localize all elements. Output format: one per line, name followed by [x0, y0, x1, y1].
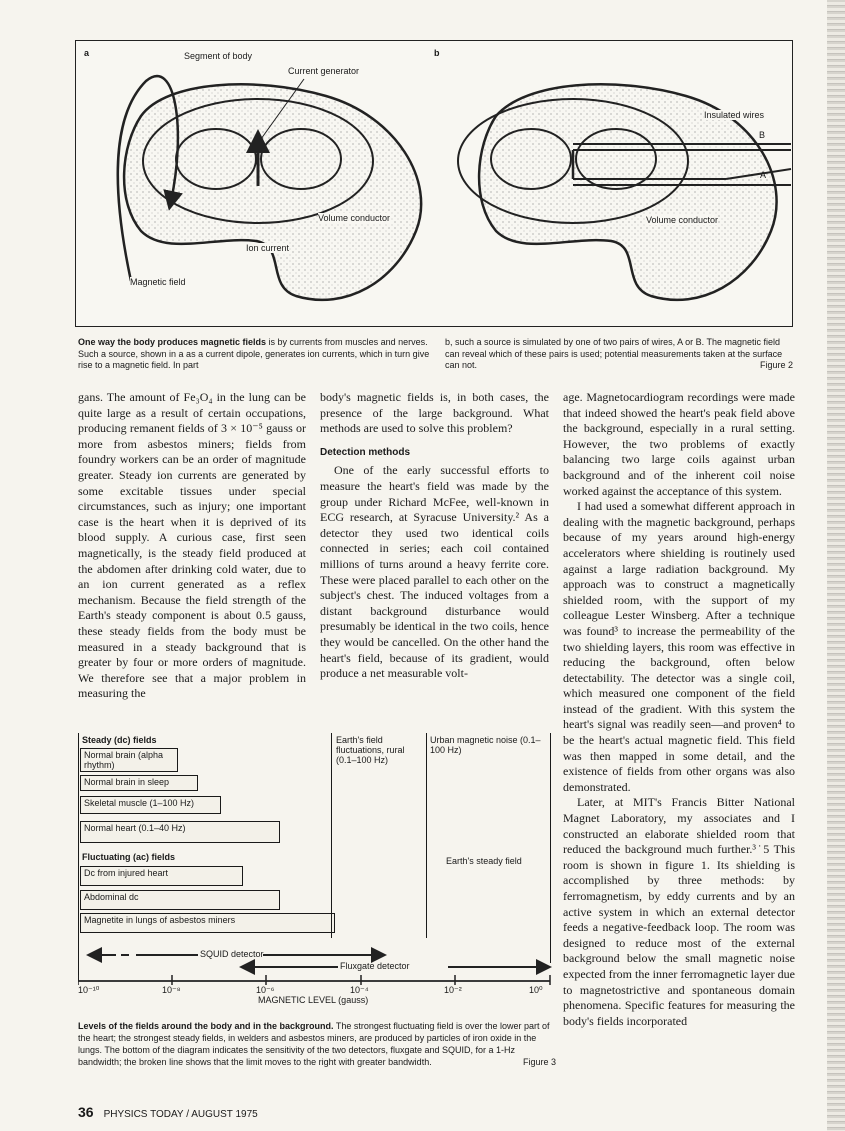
column-3	[563, 390, 795, 1029]
column-2	[320, 390, 549, 682]
earth-fluctuations-label: Earth's field fluctuations, rural (0.1–100 Hz)	[336, 735, 405, 765]
bar-normal-brain-sleep: Normal brain in sleep	[80, 775, 198, 791]
page-footer	[78, 1104, 258, 1120]
volume-conductor-b-label: Volume conductor	[646, 215, 719, 225]
figure-3-caption	[78, 1020, 556, 1068]
wire-a-label: A	[760, 170, 767, 180]
magnetic-field-label: Magnetic field	[130, 277, 186, 287]
x-tick-label: 10⁻⁸	[162, 985, 181, 995]
figure-2-caption-bold: One way the body produces magnetic fields	[78, 337, 267, 347]
column-1-text: gans. The amount of Fe₃O₄ in the lung can be quite large as a result of certain occupations, producing remanent fields of 3 × 10⁻⁵ gauss or more from asbestos miners; fields from foundry workers can be an order of magnitude greater. Steady ion currents are generated by some excitable tissues under special circumstances, such as injury; one important case is the heart when it is deprived of its blood supply. A curious case, first seen magnetically, is the steady field produced at the abdomen after drinking cold water, due to an ion current generated as a reflex mechanism. Because the field strength of the Earth's steady component is about 0.5 gauss, these steady fields from the body must be measured in a steady background that is greater by four or more orders of magnitude. We therefore see that a major problem in measuring the	[78, 390, 306, 701]
column-3-paragraph-2: I had used a somewhat different approach in dealing with the magnetic background, perhaps because of my years around high-energy accelerators where shielding is routinely used against a large radiation background. My approach was to construct a magnetically shielded room, with the support of my colleague Lester Winsberg. After a technique was found³ to increase the permeability of the two shielding layers, this room was effective in reducing the background, often below detectability. The detector was a single coil, which measured one component of the field instead of the gradient. With this system the heart's signal was readily seen—and proven⁴ to be the heart's actual magnetic field. This field was then mapped in some detail, and the existence of fields from other organs was also demonstrated.	[563, 499, 795, 794]
ion-current-label: Ion current	[246, 243, 290, 253]
body-segment-a	[124, 84, 421, 300]
fluctuating-fields-heading: Fluctuating (ac) fields	[82, 852, 176, 862]
volume-conductor-a-label: Volume conductor	[318, 213, 391, 223]
squid-detector-label: SQUID detector	[200, 949, 264, 959]
scan-edge	[827, 0, 845, 1131]
bar-skeletal-muscle: Skeletal muscle (1–100 Hz)	[80, 796, 221, 814]
insulated-wires-label: Insulated wires	[704, 110, 765, 120]
x-tick-label: 10⁰	[529, 985, 543, 995]
section-heading: Detection methods	[320, 446, 411, 458]
panel-b-label: b	[434, 48, 440, 58]
generator-label: Current generator	[288, 66, 360, 76]
page-number: 36	[78, 1104, 94, 1120]
figure-2-number: Figure 2	[759, 360, 793, 370]
bar-normal-brain-alpha: Normal brain (alpha rhythm)	[80, 748, 178, 772]
x-tick-label: 10⁻⁶	[256, 985, 275, 995]
journal-name: PHYSICS TODAY / AUGUST 1975	[103, 1109, 258, 1120]
bar-normal-heart: Normal heart (0.1–40 Hz)	[80, 821, 280, 843]
figure-2-caption-right-text: b, such a source is simulated by one of two pairs of wires, A or B. The magnetic field can reveal which of these pairs is used; potential measurements taken at the surface can not.	[445, 337, 783, 370]
figure-3-caption-text: The strongest fluctuating field is over the lower part of the heart; the strongest steady fields, in welders and asbestos miners, are produced by particles of iron oxide in the lungs. The bottom of the diagram indicates the sensitivity of the two detectors, fluxgate and SQUID, for a 1-Hz bandwidth; the broken line shows that the limit moves to the right with greater bandwidth.	[78, 1021, 550, 1067]
column-1	[78, 390, 306, 702]
figure-3-number: Figure 3	[522, 1057, 556, 1067]
bar-dc-injured-heart: Dc from injured heart	[80, 866, 243, 886]
x-axis-title: MAGNETIC LEVEL (gauss)	[258, 995, 369, 1005]
x-tick-label: 10⁻²	[444, 985, 462, 995]
x-tick-label: 10⁻¹⁰	[78, 985, 100, 995]
figure-2-caption-text: is by currents from muscles and nerves. Such a source, shown in a as a current dipole, generates ion currents, which in turn give rise to a magnetic field. In part	[78, 337, 430, 370]
x-tick-label: 10⁻⁴	[350, 985, 369, 995]
segment-label: Segment of body	[184, 51, 253, 61]
figure-2-caption-left	[78, 337, 430, 372]
column-2-paragraph-2: One of the early successful efforts to measure the heart's field was made by the group under Richard McFee, well-known in ECG research, at Syracuse University.² As a detector they used two identical coils connected in series; each coil contained millions of turns around a heavy ferrite core. These were placed parallel to each other on the subject's chest. The induced voltages from a distant background disturbance would presumably be identical in the two coils, hence they would be cancelled. On the other hand the heart's field, because of its gradient, would produce a net measurable volt-	[320, 463, 549, 681]
column-3-paragraph-3: Later, at MIT's Francis Bitter National Magnet Laboratory, my associates and I constructed an elaborate shielded room that reduced the background much further.³˙5 This room is shown in figure 1. Its shielding is accomplished by three methods: by ferromagnetism, by eddy currents and by an active system in which an external detector feeds a negative-feedback loop. The room was designed to reduce most of the external background below the small magnetic noise expected from the inner ferromagnetic layer due to magnetostrictive and spontaneous domain phenomena. Specific features for measuring the body's fields incorporated	[563, 795, 795, 1028]
panel-a-label: a	[84, 48, 90, 58]
wire-b-label: B	[759, 130, 766, 140]
steady-fields-heading: Steady (dc) fields	[82, 735, 157, 745]
urban-noise-label: Urban magnetic noise (0.1–100 Hz)	[430, 735, 541, 755]
earth-steady-label: Earth's steady field	[446, 856, 522, 866]
bar-abdominal-dc: Abdominal dc	[80, 890, 280, 910]
fluxgate-detector-label: Fluxgate detector	[340, 961, 410, 971]
figure-2	[75, 40, 793, 327]
column-2-paragraph-1: body's magnetic fields is, in both cases, the presence of the large background. What methods are used to solve this problem?	[320, 390, 549, 436]
figure-3-caption-bold: Levels of the fields around the body and in the background.	[78, 1021, 334, 1031]
figure-3	[78, 733, 554, 1045]
figure-2-caption-right	[445, 337, 793, 372]
bar-magnetite-lungs: Magnetite in lungs of asbestos miners	[80, 913, 335, 933]
column-3-paragraph-1: age. Magnetocardiogram recordings were made that indeed showed the heart's peak field above the background, especially in a rural setting. However, the two problems of exactly balancing two large coils against urban background and of the inherent coil noise worked against the acceptance of this system.	[563, 390, 795, 498]
